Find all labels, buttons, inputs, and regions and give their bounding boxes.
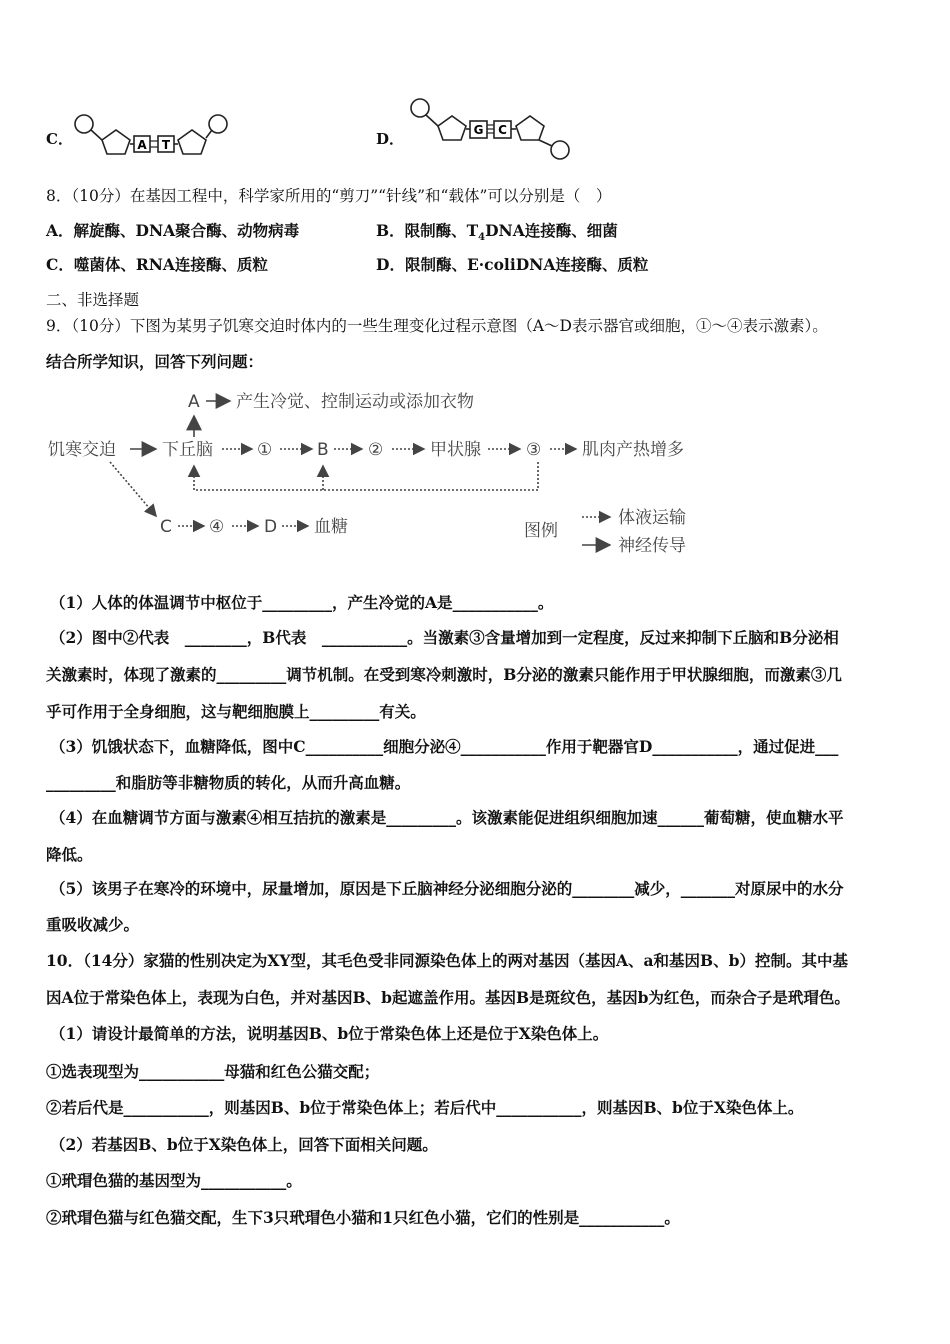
base-label: G xyxy=(473,123,484,137)
hormone-1: ① xyxy=(257,440,273,460)
section-heading xyxy=(46,290,906,310)
q10-part-2: （2）若基因B、b位于X染色体上，回答下面相关问题。 xyxy=(50,1135,438,1154)
q10-part-2-ii: ②玳瑁色猫与红色猫交配，生下3只玳瑁色小猫和1只红色小猫，它们的性别是___________。 xyxy=(46,1208,680,1227)
node-thyroid: 甲状腺 xyxy=(430,440,481,460)
q8-option-b[interactable] xyxy=(376,221,618,248)
section-heading-text: 二、非选择题 xyxy=(46,291,140,309)
q9-part-5-line-2: 重吸收减少。 xyxy=(46,915,140,934)
base-label: T xyxy=(161,138,171,152)
q8-stem-text: 8．（10分）在基因工程中，科学家所用的“剪刀”“针线”和“载体”可以分别是（ ） xyxy=(46,187,612,205)
q7-option-d-label: D． xyxy=(376,130,405,148)
q10-part-1: （1）请设计最简单的方法，说明基因B、b位于常染色体上还是位于X染色体上。 xyxy=(50,1024,609,1043)
q9-part-3-line-2: _________和脂肪等非糖物质的转化，从而升高血糖。 xyxy=(46,773,411,792)
q8-stem xyxy=(46,186,906,206)
feedback-arrow xyxy=(194,462,538,490)
q8-option-b-post: DNA连接酶、细菌 xyxy=(485,221,618,240)
q9-part-5-line-1: （5）该男子在寒冷的环境中，尿量增加，原因是下丘脑神经分泌细胞分泌的________减少，_______对原尿中的水分 xyxy=(50,879,844,898)
hormone-4: ④ xyxy=(209,517,225,537)
q10-part-2-i: ①玳瑁色猫的基因型为___________。 xyxy=(46,1171,302,1190)
q10-part-1-ii: ②若后代是___________，则基因B、b位于常染色体上；若后代中___________，则基因B、b位于X染色体上。 xyxy=(46,1098,804,1117)
arrow-fluid xyxy=(110,462,156,516)
q9-part-4-line-2: 降低。 xyxy=(46,845,93,864)
node-d: D xyxy=(264,517,278,537)
q7-option-c-label: C． xyxy=(46,130,73,148)
node-a: A xyxy=(188,392,200,412)
q9-part-2-line-2: 关激素时，体现了激素的_________调节机制。在受到寒冷刺激时，B分泌的激素只能作用于甲状腺细胞，而激素③几 xyxy=(46,665,842,684)
legend-nerve-label: 神经传导 xyxy=(618,536,686,556)
q10-stem-2: 因A位于常染色体上，表现为白色，并对基因B、b起遮盖作用。基因B是斑纹色，基因b为红色，而杂合子是玳瑁色。 xyxy=(46,988,850,1007)
nucleotide-pair-at-diagram xyxy=(72,110,232,160)
q10-part-1-i: ①选表现型为___________母猫和红色公猫交配； xyxy=(46,1062,380,1081)
q9-part-2-line-1: （2）图中②代表 ________，B代表 ___________。当激素③含量增加到一定程度，反过来抑制下丘脑和B分泌相 xyxy=(50,628,839,647)
node-muscle: 肌肉产热增多 xyxy=(582,440,684,460)
q8-option-a[interactable]: A．解旋酶、DNA聚合酶、动物病毒 xyxy=(46,221,300,240)
q9-part-4-line-1: （4）在血糖调节方面与激素④相互拮抗的激素是_________。该激素能促进组织细胞加速______葡萄糖，使血糖水平 xyxy=(50,808,844,827)
q10-stem-1: 10．（14分）家猫的性别决定为XY型，其毛色受非同源染色体上的两对基因（基因A、a和基因B、b）控制。其中基 xyxy=(46,951,848,970)
node-blood-sugar: 血糖 xyxy=(314,517,348,537)
q9-stem-2: 结合所学知识，回答下列问题： xyxy=(46,352,264,371)
q9-part-1: （1）人体的体温调节中枢位于_________，产生冷觉的A是___________。 xyxy=(50,593,554,612)
q8-option-b-pre: B．限制酶、T xyxy=(376,221,479,240)
q8-option-c[interactable]: C．噬菌体、RNA连接酶、质粒 xyxy=(46,255,268,274)
node-b: B xyxy=(317,440,329,460)
node-hypothalamus: 下丘脑 xyxy=(162,440,213,460)
hormone-2: ② xyxy=(368,440,384,460)
q9-stem-1-text: 9．（10分）下图为某男子饥寒交迫时体内的一些生理变化过程示意图（A～D表示器官或细胞，①～④表示激素）。 xyxy=(46,317,828,335)
nucleotide-pair-gc-diagram xyxy=(408,96,578,162)
q8-option-d[interactable]: D．限制酶、E·coliDNA连接酶、质粒 xyxy=(376,255,649,274)
legend-title: 图例 xyxy=(524,521,558,541)
physiology-diagram xyxy=(44,382,724,572)
q9-part-3-line-1: （3）饥饿状态下，血糖降低，图中C__________细胞分泌④___________作用于靶器官D___________，通过促进___ xyxy=(50,737,839,756)
q9-part-2-line-3: 乎可作用于全身细胞，这与靶细胞膜上_________有关。 xyxy=(46,702,426,721)
node-a-result: 产生冷觉、控制运动或添加衣物 xyxy=(236,392,474,412)
q9-stem-1 xyxy=(46,316,906,336)
base-label: A xyxy=(137,138,147,152)
base-label: C xyxy=(498,123,507,137)
legend-fluid-label: 体液运输 xyxy=(618,508,686,528)
node-c: C xyxy=(160,517,172,537)
q8-option-b-sub: 4 xyxy=(478,232,486,244)
hormone-3: ③ xyxy=(526,440,542,460)
node-start: 饥寒交迫 xyxy=(48,440,116,460)
